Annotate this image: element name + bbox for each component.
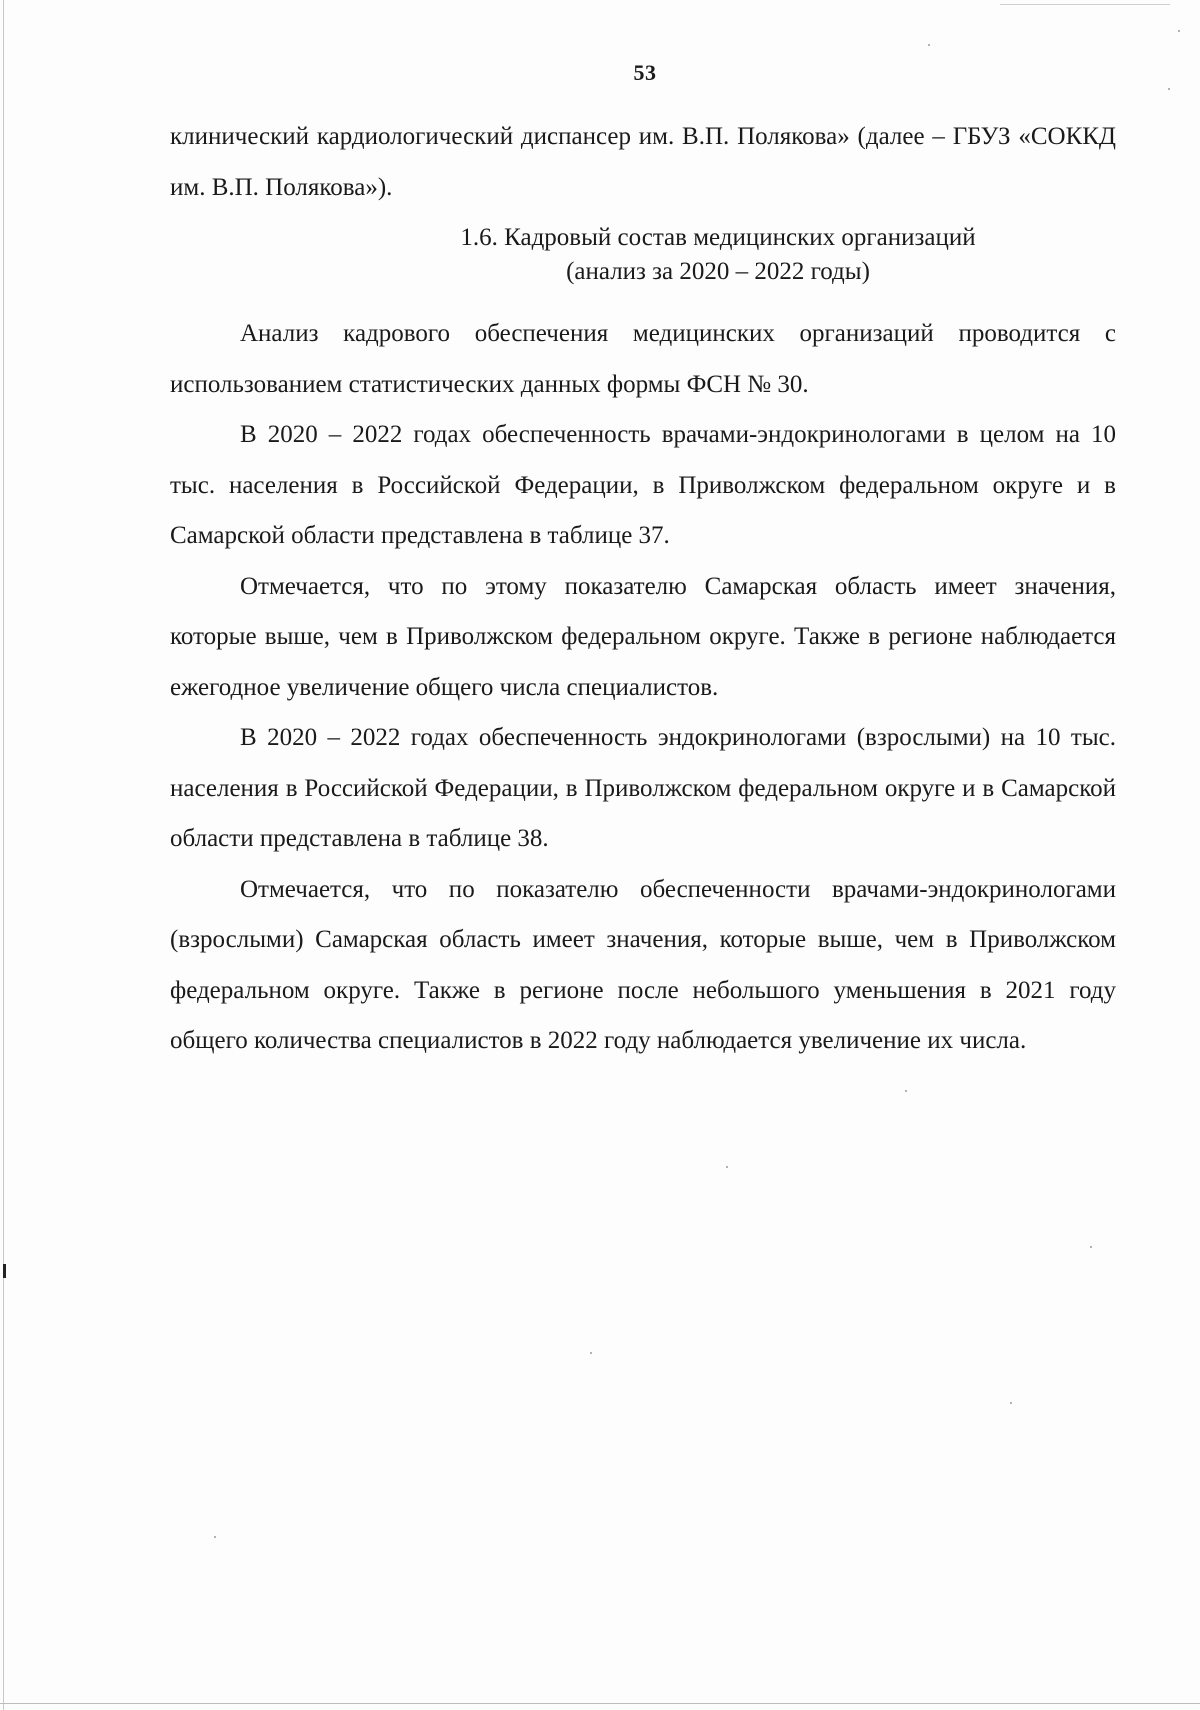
section-heading [170,221,1116,289]
continuation-paragraph: клинический кардиологический диспансер им. В.П. Полякова» (далее – ГБУЗ «СОККД им. В.П. Полякова»). [170,123,1116,201]
scan-speck [905,1090,907,1092]
paragraph: В 2020 – 2022 годах обеспеченность эндокринологами (взрослыми) на 10 тыс. населения в Российской Федерации, в Приволжском федеральном округе и в Самарской области представлена в таблице 38. [170,724,1116,852]
scan-speck [1010,1402,1012,1404]
scan-speck [726,1166,728,1168]
page-number: 53 [633,60,657,85]
scan-left-edge [3,0,4,1710]
scan-bottom-edge [0,1703,1200,1704]
spacer [170,299,1116,309]
scan-speck [1090,1246,1092,1248]
paragraph: Отмечается, что по этому показателю Самарская область имеет значения, которые выше, чем в Приволжском федеральном округе. Также в регионе наблюдается ежегодное увеличение общего числа специалистов. [170,572,1116,701]
scan-speck [1178,30,1180,32]
document-body [170,112,1116,1067]
scan-speck [590,1352,592,1354]
paragraph: В 2020 – 2022 годах обеспеченность врачами-эндокринологами в целом на 10 тыс. населения в Российской Федерации, в Приволжском федеральном округе и в Самарской области представлена в таблице 37. [170,421,1116,549]
scan-speck [214,1536,216,1538]
scan-top-edge [1000,4,1170,5]
section-heading-title: 1.6. Кадровый состав медицинских организаций [460,224,976,251]
scan-mark [3,1264,6,1278]
paragraph: Анализ кадрового обеспечения медицинских организаций проводится с использованием статистических данных формы ФСН № 30. [170,320,1116,398]
section-heading-subtitle: (анализ за 2020 – 2022 годы) [566,258,870,285]
scan-speck [928,44,930,46]
scan-speck [1168,88,1170,90]
paragraph: Отмечается, что по показателю обеспеченности врачами-эндокринологами (взрослыми) Самарская область имеет значения, которые выше, чем в Приволжском федеральном округе. Также в регионе после небольшого уменьшения в 2021 году общего количества специалистов в 2022 году наблюдается увеличение их числа. [170,875,1116,1054]
